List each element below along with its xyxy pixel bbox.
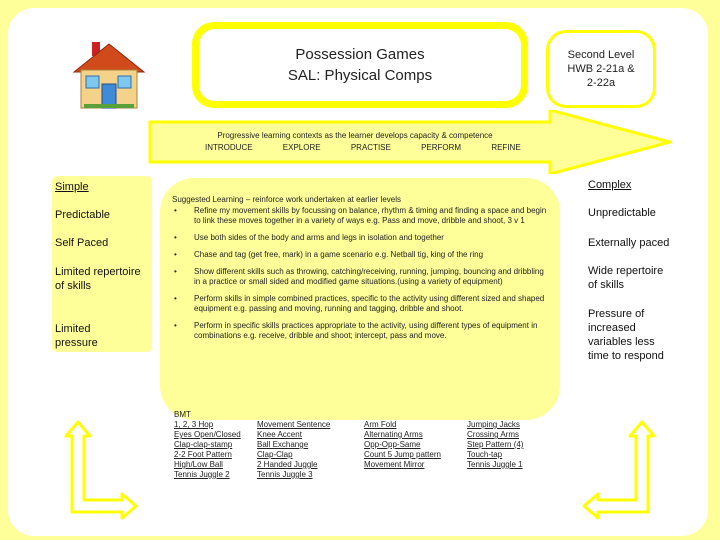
bullet-text: Chase and tag (get free, mark) in a game scenario e.g. Netball tig, king of the ring [194, 250, 484, 259]
bmt-item: Tennis Juggle 1 [467, 460, 523, 469]
bmt-column-4 [467, 420, 523, 470]
learning-heading: Suggested Learning – reinforce work undertaken at earlier levels [172, 195, 402, 204]
level-line-3: 2-22a [586, 77, 616, 89]
level-line-2: HWB 2-21a & [567, 63, 635, 75]
bmt-item: Opp-Opp-Same [364, 440, 421, 449]
title-box [192, 22, 528, 108]
bullet-dot: • [174, 206, 177, 215]
bmt-item: Tennis Juggle 2 [174, 470, 230, 479]
right-item-externally-paced: Externally paced [588, 237, 670, 249]
bmt-item: Clap-Clap [257, 450, 293, 459]
bmt-column-1 [174, 410, 241, 480]
bmt-item: Count 5 Jump pattern [364, 450, 441, 459]
bmt-item: Movement Sentence [257, 420, 331, 429]
bmt-item: High/Low Ball [174, 460, 223, 469]
stage-perform: PERFORM [421, 143, 462, 152]
progression-text: Progressive learning contexts as the learner develops capacity & competence [217, 131, 493, 140]
bmt-item: Arm Fold [364, 420, 397, 429]
bmt-item: 1, 2, 3 Hop [174, 420, 214, 429]
stage-explore: EXPLORE [282, 143, 321, 152]
bmt-item: Step Pattern (4) [467, 440, 524, 449]
bullet-text: Perform skills in simple combined practices, specific to the activity using different sized and shaped equipment e.g. passing and moving, running and tagging, dribble and shoot. [194, 294, 545, 313]
left-item-limited-pressure: Limited pressure [55, 323, 98, 349]
double-arrow-icon [582, 420, 656, 520]
bmt-item: Ball Exchange [257, 440, 309, 449]
right-item-wide-repertoire: Wide repertoire of skills [588, 265, 664, 291]
learning-bullet [172, 206, 550, 226]
bullet-text: Refine my movement skills by focussing on balance, rhythm & timing and finding a space and begin to link these moves together in a variety of ways e.g. Pass and move, dribble and shoot, 3 v 1 [194, 206, 547, 225]
stage-introduce: INTRODUCE [205, 143, 253, 152]
learning-bullet [172, 250, 550, 260]
bullet-dot: • [174, 250, 177, 259]
simple-column [52, 176, 152, 352]
progression-stages [205, 143, 549, 152]
bmt-item: Alternating Arms [364, 430, 423, 439]
left-item-limited-repertoire: Limited repertoire of skills [55, 266, 141, 292]
bmt-item: Touch-tap [467, 450, 503, 459]
bullet-dot: • [174, 267, 177, 276]
bmt-item: Crossing Arms [467, 430, 520, 439]
double-arrow-icon [64, 420, 138, 520]
bmt-item: Eyes Open/Closed [174, 430, 241, 439]
stage-practise: PRACTISE [350, 143, 391, 152]
progression-arrow [40, 110, 672, 174]
house-icon[interactable] [72, 40, 146, 110]
learning-bullet [172, 294, 550, 314]
stage-refine: REFINE [491, 143, 521, 152]
right-item-unpredictable: Unpredictable [588, 207, 656, 219]
bmt-column-3 [364, 420, 441, 470]
level-box [546, 30, 656, 108]
learning-bullet [172, 267, 550, 287]
bmt-item: Movement Mirror [364, 460, 425, 469]
left-item-predictable: Predictable [55, 209, 111, 221]
left-item-self-paced: Self Paced [55, 237, 109, 249]
level-line-1: Second Level [567, 49, 635, 61]
bmt-item: 2-2 Foot Pattern [174, 450, 232, 459]
suggested-learning [172, 195, 550, 348]
bullet-text: Show different skills such as throwing, catching/receiving, running, jumping, bouncing and dribbling in a practice or small sided and modified game situations.(using a variety of equipment) [194, 267, 544, 286]
bullet-dot: • [174, 321, 177, 330]
title-line-2: SAL: Physical Comps [287, 67, 433, 84]
bmt-item: Knee Accent [257, 430, 302, 439]
bmt-item: Tennis Juggle 3 [257, 470, 313, 479]
simple-heading: Simple [55, 181, 89, 193]
bmt-item: Clap-clap-stamp [174, 440, 233, 449]
bmt-item: 2 Handed Juggle [257, 460, 318, 469]
learning-bullet [172, 233, 550, 243]
bmt-heading: BMT [174, 410, 191, 419]
bmt-column-2 [257, 420, 330, 480]
complex-heading: Complex [588, 179, 632, 191]
title-line-1: Possession Games [295, 46, 425, 63]
bullet-dot: • [174, 294, 177, 303]
right-item-pressure: Pressure of increased variables less time to respond [588, 308, 664, 362]
complex-column [580, 172, 680, 422]
learning-bullet [172, 321, 550, 341]
bmt-item: Jumping Jacks [467, 420, 520, 429]
bullet-text: Use both sides of the body and arms and legs in isolation and together [194, 233, 444, 242]
bullet-dot: • [174, 233, 177, 242]
bullet-text: Perform in specific skills practices appropriate to the activity, using different types of equipment in combinations e.g. receive, dribble and shoot; intercept, pass and move. [194, 321, 538, 340]
